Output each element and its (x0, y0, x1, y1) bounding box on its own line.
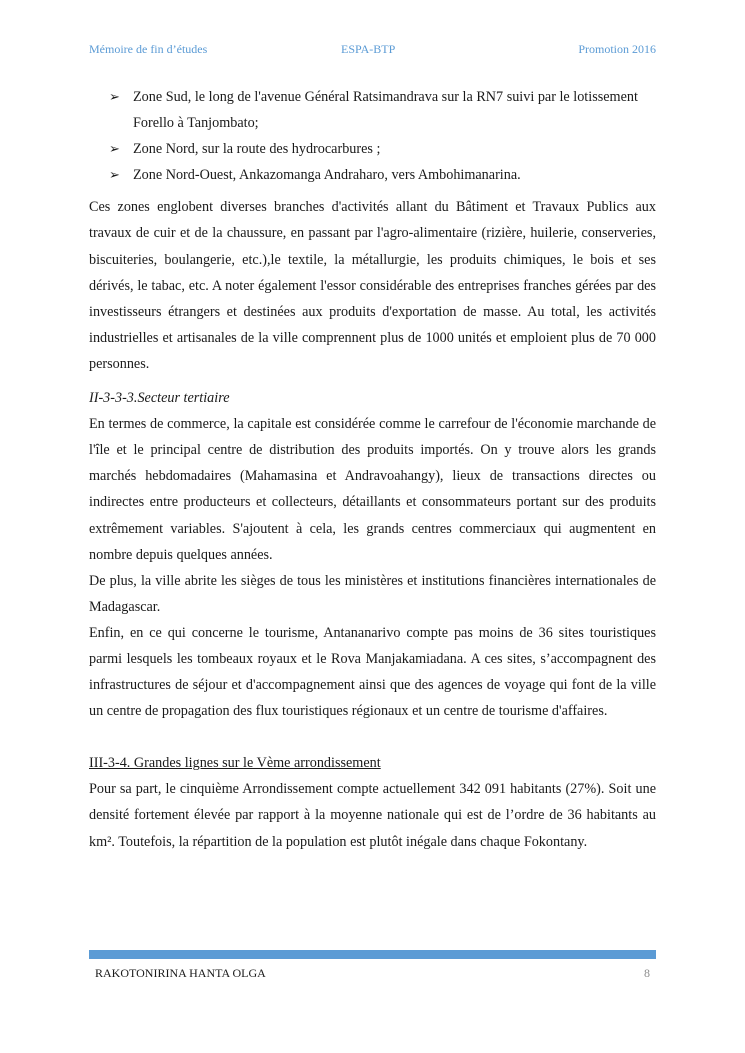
page-body (89, 84, 656, 855)
arrow-bullet-icon: ➢ (109, 141, 120, 157)
arrow-bullet-icon: ➢ (109, 167, 120, 183)
page-header (89, 42, 656, 60)
page-footer (95, 966, 650, 984)
industries-paragraph: Ces zones englobent diverses branches d'activités allant du Bâtiment et Travaux Publics aux travaux de cuir et de la chaussure, en passant par l'agro-alimentaire (rizière, huilerie, conserveries, biscuiteries, boulangerie, etc.),le textile, la métallurgie, les produits chimiques, le bois et ses dérivés, le tabac, etc. A noter également l'essor considérable des entreprises franches gérées par des investisseurs étrangers et destinées aux produits d'exportation de masse. Au total, les activités industrielles et artisanales de la ville comprennent plus de 1000 unités et emploient plus de 70 000 personnes. (89, 199, 656, 372)
list-item-text: Zone Sud, le long de l'avenue Général Ratsimandrava sur la RN7 suivi par le lotissement Forello à Tanjombato; (133, 89, 638, 132)
zones-list (89, 84, 656, 188)
header-promotion: Promotion 2016 (578, 42, 656, 56)
list-item (89, 136, 656, 162)
list-item-text: Zone Nord-Ouest, Ankazomanga Andraharo, vers Ambohimanarina. (133, 167, 521, 184)
tertiary-sector-heading: II-3-3-3.Secteur tertiaire (89, 390, 230, 407)
commerce-paragraph: En termes de commerce, la capitale est considérée comme le carrefour de l'économie marchande de l'île et le principal centre de distribution des produits importés. On y trouve alors les grands marchés hebdomadaires (Mahamasina et Andravoahangy), lieux de transactions directes ou indirectes entre producteurs et collecteurs, détaillants et consommateurs portant sur des produits extrêmement variables. S'ajoutent à cela, les grands centres commerciaux qui augmentent en nombre depuis quelques années. (89, 416, 656, 563)
list-item (89, 162, 656, 188)
population-paragraph: Pour sa part, le cinquième Arrondissement compte actuellement 342 091 habitants (27%). Soit une densité fortement élevée par rapport à la moyenne nationale qui est de l’ordre de 36 habitants au km². Toutefois, la répartition de la population est plutôt inégale dans chaque Fokontany. (89, 781, 656, 850)
arrondissement-heading: III-3-4. Grandes lignes sur le Vème arrondissement (89, 755, 381, 772)
footer-divider (89, 950, 656, 959)
header-school: ESPA-BTP (341, 42, 396, 56)
institutions-paragraph: De plus, la ville abrite les sièges de tous les ministères et institutions financières internationales de Madagascar. (89, 572, 656, 615)
footer-author: RAKOTONIRINA HANTA OLGA (95, 966, 266, 980)
page-number: 8 (644, 966, 650, 980)
tourism-paragraph: Enfin, en ce qui concerne le tourisme, Antananarivo compte pas moins de 36 sites touristiques parmi lesquels les tombeaux royaux et le Rova Manjakamiadana. A ces sites, s’accompagnent des infrastructures de séjour et d'accompagnement ainsi que des agences de voyage qui font de la ville un centre de propagation des flux touristiques régionaux et un centre de tourisme d'affaires. (89, 624, 656, 720)
header-document-type: Mémoire de fin d’études (89, 42, 208, 56)
list-item (89, 84, 656, 136)
arrow-bullet-icon: ➢ (109, 89, 120, 104)
list-item-text: Zone Nord, sur la route des hydrocarbures ; (133, 141, 381, 158)
